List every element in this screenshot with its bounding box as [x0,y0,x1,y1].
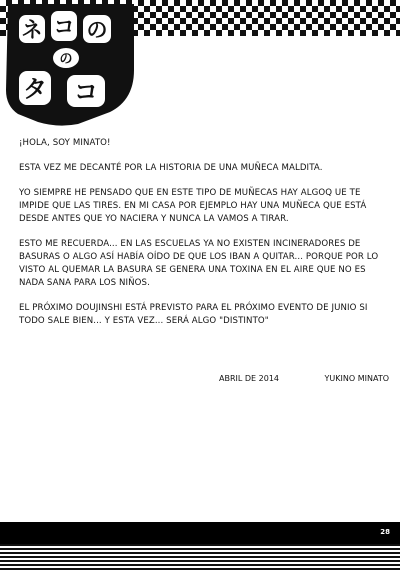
svg-text:コ: コ [53,15,75,39]
page-number: 28 [380,528,390,536]
greeting-paragraph: ¡HOLA, SOY MINATO! [19,138,111,148]
footer-striped-band [0,544,400,571]
svg-text:の: の [59,52,73,67]
afterword-text [19,137,387,340]
paragraph-incinerators: ESTO ME RECUERDA... EN LAS ESCUELAS YA NO EXISTEN INCINERADORES DE BASURAS O ALGO ASÍ HABÍA OÍDO DE QUE LOS IBAN A QUITAR... PORQUE POR LO VISTO AL QUEMAR LA BASURA SE GENERA UNA TOXINA EN EL AIRE QUE NO ES NADA SANA PARA LOS NIÑOS. [19,239,379,288]
svg-text:の: の [86,18,108,42]
paragraph-dolls: YO SIEMPRE HE PENSADO QUE EN ESTE TIPO DE MUÑECAS HAY ALGOQ UE TE IMPIDE QUE LAS TIRES. EN MI CASA POR EJEMPLO HAY UNA MUÑECA QUE ESTÁ DESDE ANTES QUE YO NACIERA Y NUNCA LA VAMOS A TIRAR. [19,188,367,224]
svg-text:コ: コ [74,78,98,106]
svg-text:ネ: ネ [21,18,43,42]
footer-black-band [0,522,400,544]
svg-text:タ: タ [23,75,47,103]
date-text: ABRIL DE 2014 [219,374,279,383]
paragraph-next-doujinshi: EL PRÓXIMO DOUJINSHI ESTÁ PREVISTO PARA EL PRÓXIMO EVENTO DE JUNIO SI TODO SALE BIEN... Y ESTA VEZ... SERÁ ALGO "DISTINTO" [19,303,368,326]
author-name: YUKINO MINATO [324,374,389,383]
paragraph-story: ESTA VEZ ME DECANTÉ POR LA HISTORIA DE UNA MUÑECA MALDITA. [19,163,323,173]
neko-no-tako-logo [0,0,140,130]
signature-line [219,374,389,383]
